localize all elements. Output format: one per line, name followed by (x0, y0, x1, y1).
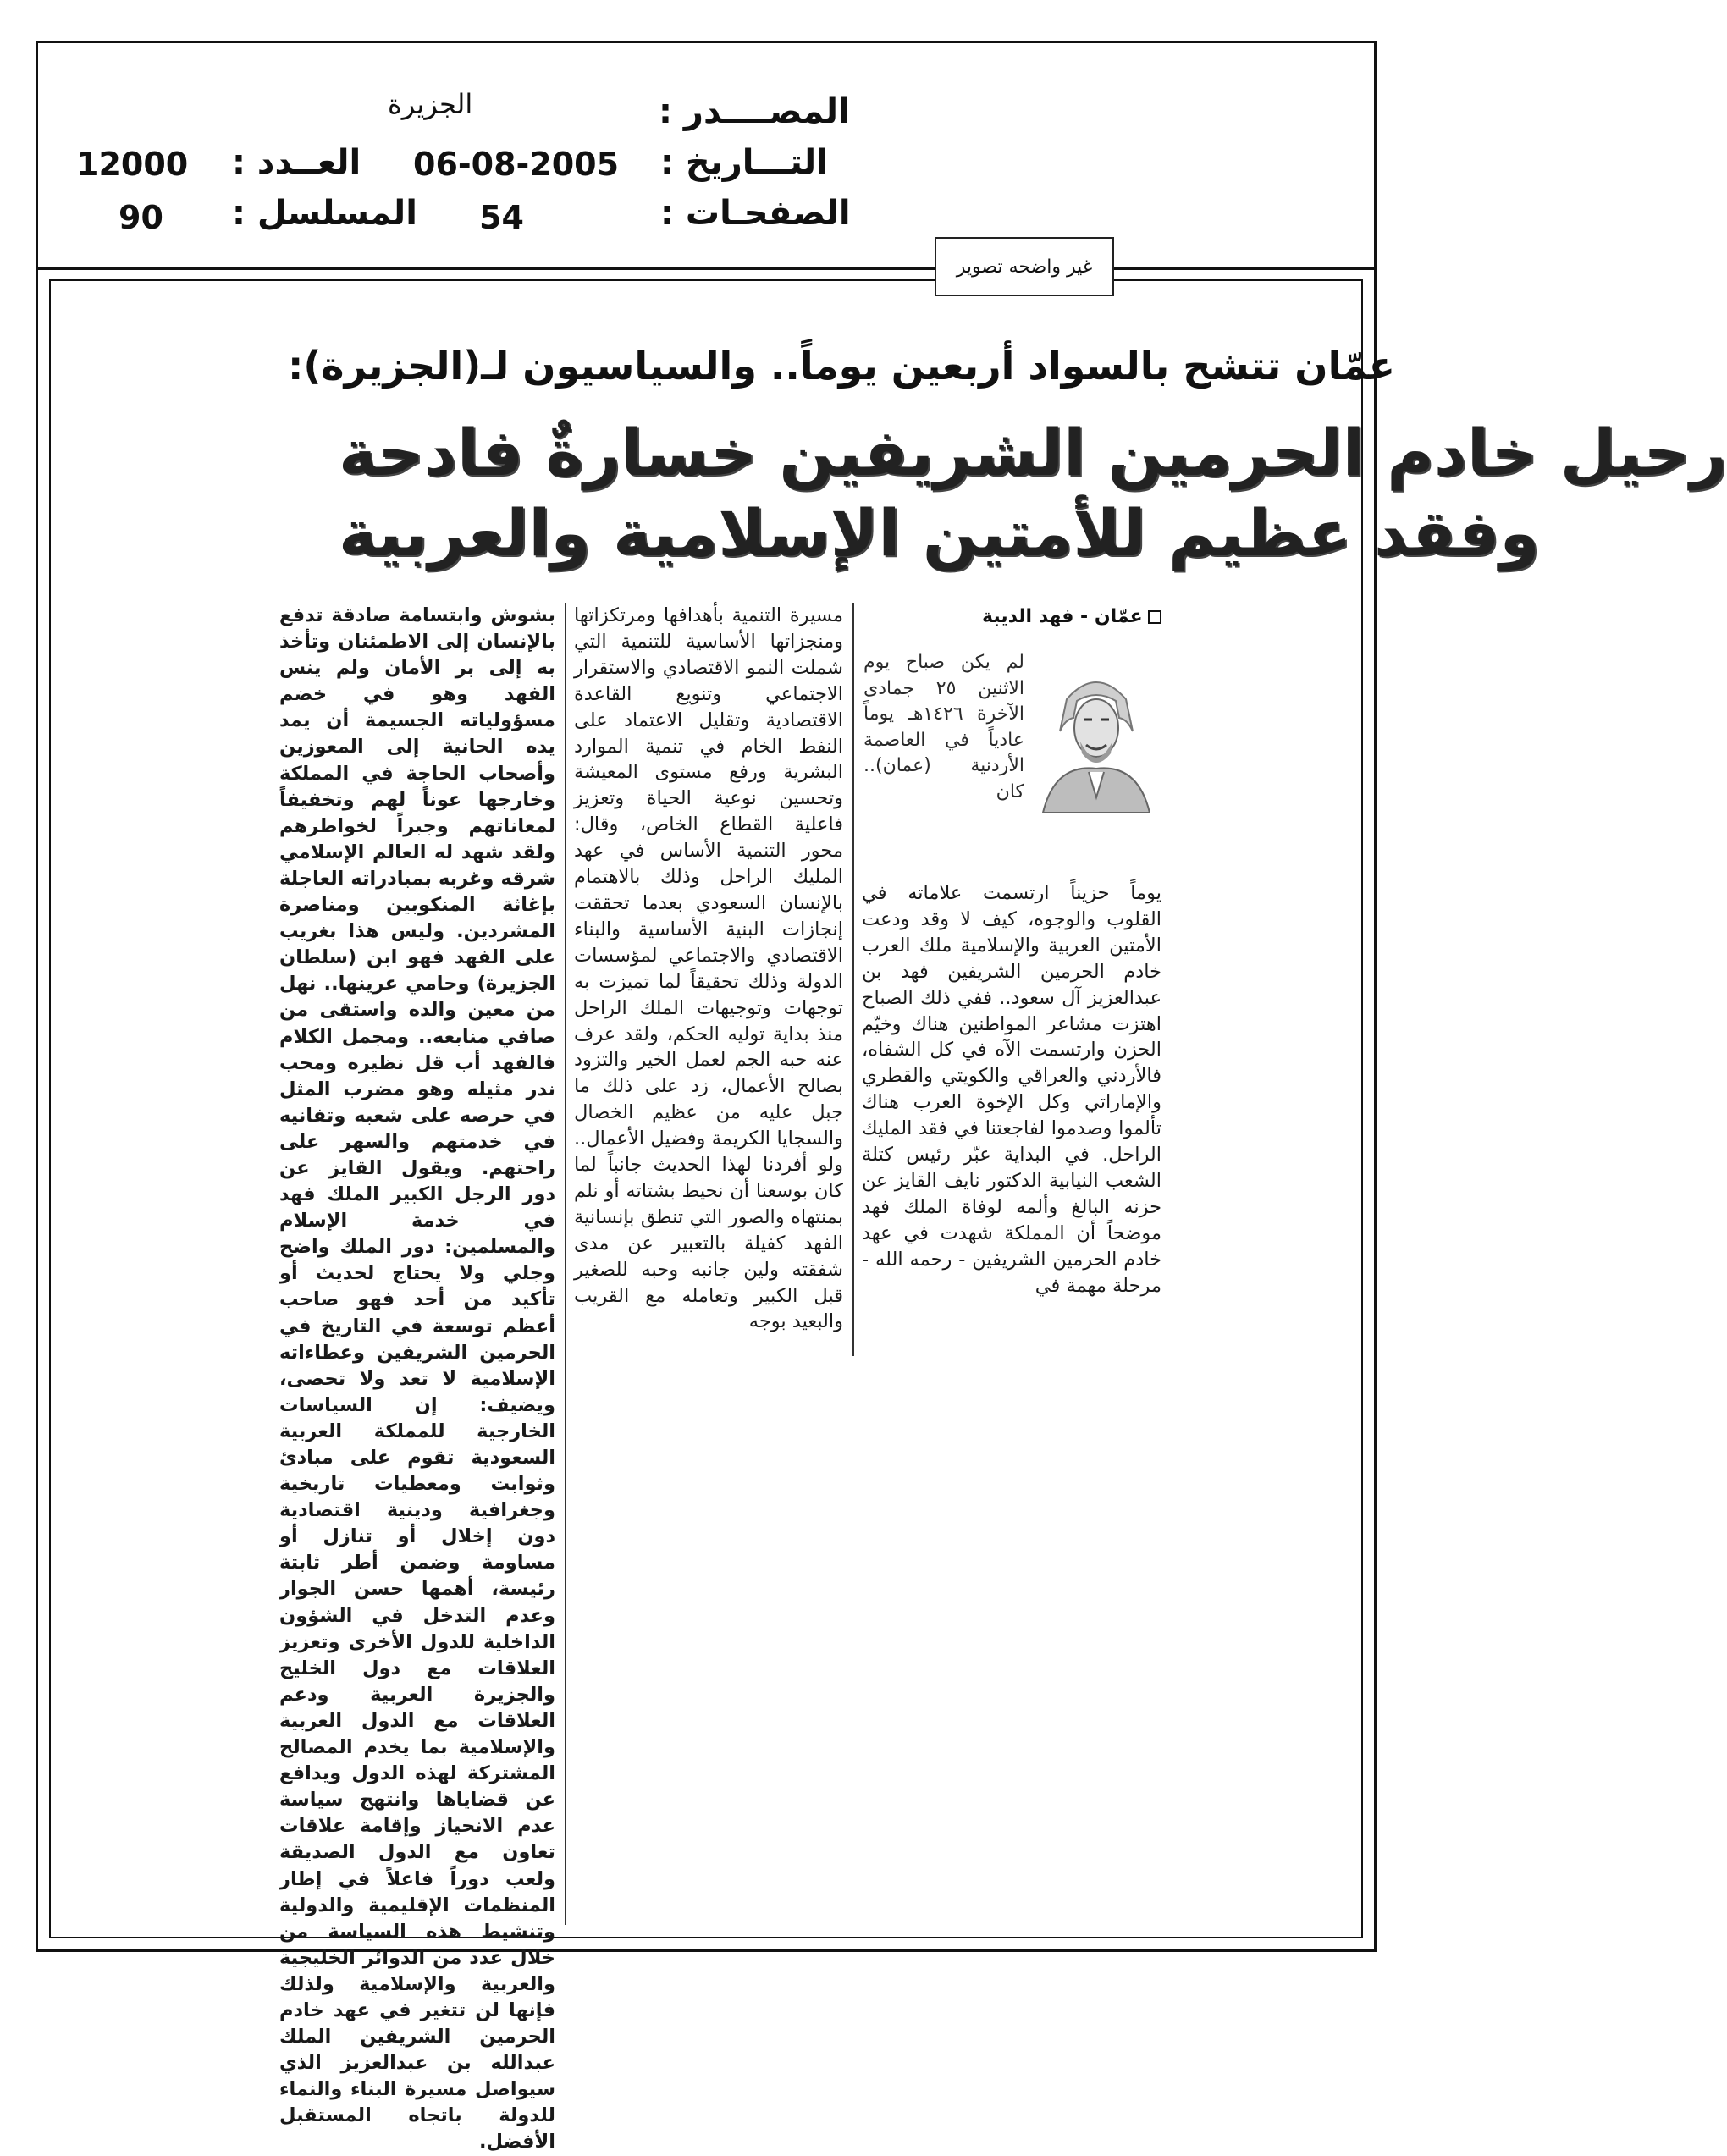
date-label: التـــاريخ : (660, 143, 828, 182)
serial-label: المسلسل : (232, 194, 417, 233)
column-rule-left (565, 603, 566, 1925)
date-value: 06-08-2005 (413, 146, 620, 183)
header-divider (36, 267, 1377, 270)
column-rule-right (852, 603, 854, 1356)
byline-text: عمّان - فهد الديبة (982, 606, 1143, 627)
issue-label: العــدد : (232, 143, 361, 182)
issue-value: 12000 (76, 146, 189, 183)
pages-label: الصفحـات : (660, 194, 851, 233)
note-label: غير واضحه تصوير (935, 237, 1114, 296)
article-intro-text: لم يكن صباح يوم الاثنين ٢٥ جمادى الآخرة ١٤٢٦هـ يوماً عادياً في العاصمة الأردنية (عمان).. كان (864, 652, 1025, 802)
headline-line1: رحيل خادم الحرمين الشريفين خسارةٌ فادحة (339, 415, 1727, 490)
pages-value: 54 (479, 199, 524, 236)
article-column-left: بشوش وابتسامة صادقة تدفع بالإنسان إلى الاطمئنان وتأخذ به إلى بر الأمان ولم ينس الفهد وهو في خضم مسؤولياته الجسيمة أن يمد يده الحانية إلى المعوزين وأصحاب الحاجة في المملكة وخارجها عوناً لهم وتخفيفاً لمعاناتهم وجبراً لخواطرهم ولقد شهد له العالم الإسلامي شرقه وغربه بمبادراته العاجلة بإغاثة المنكوبين ومناصرة المشردين. وليس هذا بغريب على الفهد فهو ابن (سلطان الجزيرة) وحامي عرينها.. نهل من معين والده واستقى من صافي منابعه.. ومجمل الكلام فالفهد أب قل نظيره ومحب ندر مثيله وهو مضرب المثل في حرصه على شعبه وتفانيه في خدمتهم والسهر على راحتهم. ويقول القايز عن دور الرجل الكبير الملك فهد في خدمة الإسلام والمسلمين: دور الملك واضح وجلي ولا يحتاج لحديث أو تأكيد من أحد فهو صاحب أعظم توسعة في التاريخ في الحرمين الشريفين وعطاءاته الإسلامية لا تعد ولا تحصى، ويضيف: إن السياسات الخارجية للمملكة العربية السعودية تقوم على مبادئ وثوابت ومعطيات تاريخية وجغرافية ودينية اقتصادية دون إخلال أو تنازل أو مساومة وضمن أطر ثابتة رئيسة، أهمها حسن الجوار وعدم التدخل في الشؤون الداخلية للدول الأخرى وتعزيز العلاقات مع دول الخليج والجزيرة العربية ودعم العلاقات مع الدول العربية والإسلامية بما يخدم المصالح المشتركة لهذه الدول ويدافع عن قضاياها وانتهج سياسة عدم الانحياز وإقامة علاقات تعاون مع الدول الصديقة ولعب دوراً فاعلاً في إطار المنظمات الإقليمية والدولية وتنشيط هذه السياسة من خلال عدد من الدوائر الخليجية والعربية والإسلامية ولذلك فإنها لن تتغير في عهد خادم الحرمين الشريفين الملك عبدالله بن عبدالعزيز الذي سيواصل مسيرة البناء والنماء للدولة باتجاه المستقبل الأفضل. (279, 604, 555, 2153)
article-column-right: يوماً حزيناً ارتسمت علاماته في القلوب والوجوه، كيف لا وقد ودعت الأمتين العربية والإسلامية ملك العرب خادم الحرمين الشريفين فهد بن عبدالعزيز آل سعود.. ففي ذلك الصباح اهتزت مشاعر المواطنين هناك وخيّم الحزن وارتسمت الآه في كل الشفاه، فالأردني والعراقي والكويتي والقطري والإماراتي وكل الإخوة العرب هناك تألموا وصدموا لفاجعتنا في فقد المليك الراحل. في البداية عبّر رئيس كتلة الشعب النيابية الدكتور نايف القايز عن حزنه البالغ وألمه لوفاة الملك فهد موضحاً أن المملكة شهدت في عهد خادم الحرمين الشريفين - رحمه الله - مرحلة مهمة في (862, 882, 1161, 1297)
serial-value: 90 (119, 199, 163, 236)
byline-bullet-icon (1148, 610, 1161, 624)
article-column-middle: مسيرة التنمية بأهدافها ومرتكزاتها ومنجزاتها الأساسية للتنمية التي شملت النمو الاقتصادي والاستقرار الاجتماعي وتنويع القاعدة الاقتصادية وتقليل الاعتماد على النفط الخام في تنمية الموارد البشرية ورفع مستوى المعيشة وتحسين نوعية الحياة وتعزيز فاعلية القطاع الخاص، وقال: محور التنمية الأساس في عهد المليك الراحل وذلك بالاهتمام بالإنسان السعودي بعدما تحققت إنجازات البنية الأساسية والبناء الاقتصادي والاجتماعي لمؤسسات الدولة وذلك تحقيقاً لما تميزت به توجهات وتوجيهات الملك الراحل منذ بداية توليه الحكم، ولقد عرف عنه حبه الجم لعمل الخير والتزود بصالح الأعمال، زد على ذلك ما جبل عليه من عظيم الخصال والسجايا الكريمة وفضيل الأعمال.. ولو أفردنا لهذا الحديث جانباً لما كان بوسعنا أن نحيط بشتاته أو نلم بمنتهاه والصور التي تنطق بإنسانية الفهد كفيلة بالتعبير عن مدى شفقته ولين جانبه وحبه للصغير قبل الكبير وتعامله مع القريب والبعيد بوجه (574, 604, 843, 1333)
headline-line2: وفقد عظيم للأمتين الإسلامية والعربية (339, 495, 1540, 571)
king-portrait-image (1033, 647, 1160, 813)
byline (982, 606, 1161, 627)
source-value: الجزيرة (388, 88, 473, 120)
source-label: المصــــدر : (659, 92, 850, 131)
article-kicker: عمّان تتشح بالسواد أربعين يوماً.. والسياسيون لـ(الجزيرة): (288, 343, 1396, 389)
